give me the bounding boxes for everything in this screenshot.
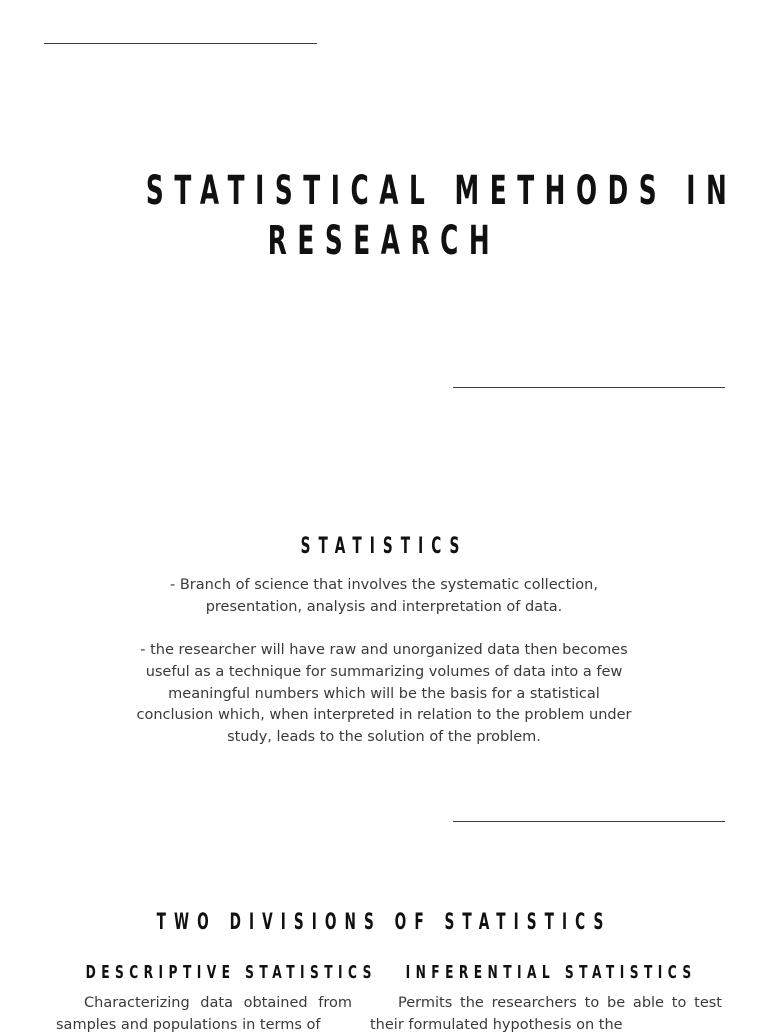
- page-title-line-1: STATISTICAL METHODS IN: [145, 168, 738, 214]
- divisions-heading: TWO DIVISIONS OF STATISTICS: [156, 910, 612, 935]
- lower-divider-line: [453, 821, 725, 822]
- page-title-line-2: RESEARCH: [267, 218, 501, 264]
- statistics-usage-text: - the researcher will have raw and unorganized data then becomes useful as a technique for summarizing volumes of data into a few meaningful numbers which will be the basis for a statistical conclusion which, when interpreted in relation to the problem under study, leads to the solution of the problem.: [136, 642, 632, 746]
- descriptive-statistics-text: Characterizing data obtained from samples and populations in terms of: [56, 995, 352, 1033]
- statistics-definition-text: - Branch of science that involves the systematic collection, presentation, analysis and interpretation of data.: [170, 577, 598, 615]
- descriptive-statistics-heading: DESCRIPTIVE STATISTICS: [85, 962, 377, 983]
- top-divider-line: [44, 43, 317, 44]
- middle-divider-line: [453, 387, 725, 388]
- inferential-statistics-heading: INFERENTIAL STATISTICS: [405, 962, 697, 983]
- inferential-statistics-text: Permits the researchers to be able to test their formulated hypothesis on the: [370, 995, 722, 1033]
- statistics-heading: STATISTICS: [300, 534, 468, 559]
